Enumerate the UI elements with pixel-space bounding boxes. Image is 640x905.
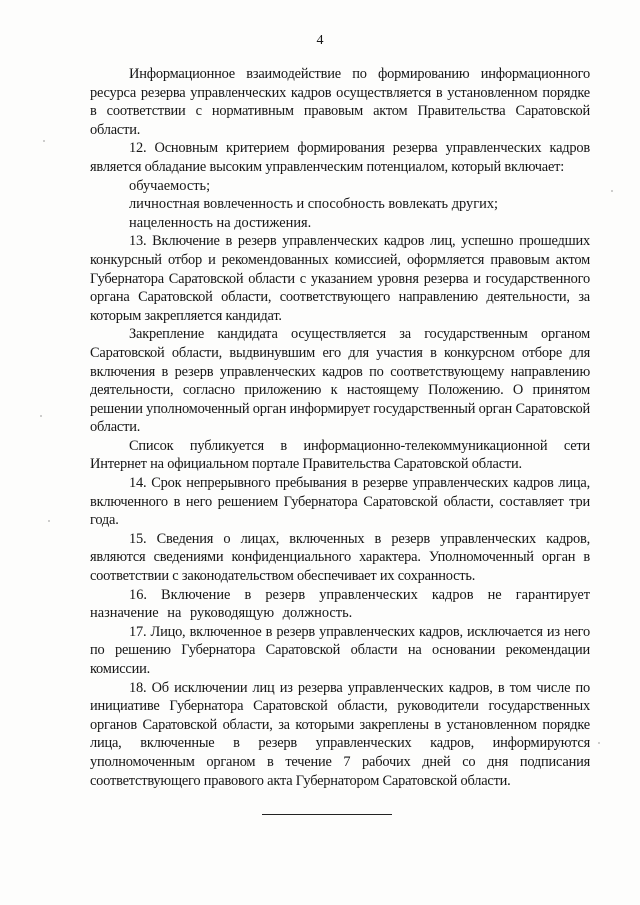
end-separator-line bbox=[262, 814, 392, 815]
scan-speck bbox=[48, 520, 50, 522]
paragraph-15-confidentiality: 15. Сведения о лицах, включенных в резерв управленческих кадров, являются сведениями конфиденциального характера. Уполномоченный орган в соответствии с законодательством обеспечивает их сохранность. bbox=[90, 530, 590, 585]
scan-speck bbox=[40, 415, 42, 417]
paragraph-info-interaction: Информационное взаимодействие по формированию информационного ресурса резерва управленческих кадров осуществляется в установленном порядке в соответствии с нормативным правовым актом Правительства Саратовской области. bbox=[90, 66, 590, 138]
list-item-learnability: обучаемость; bbox=[129, 177, 211, 194]
paragraph-candidate-assignment: Закрепление кандидата осуществляется за государственным органом Саратовской области, выдвинувшим его для участия в конкурсном отборе для включения в резерв управленческих кадров по соответствующему направлению деятельности, согласно приложению к настоящему Положению. О принятом решении уполномоченный орган информирует государственный орган Саратовской области. bbox=[90, 326, 590, 436]
paragraph-17-exclusion: 17. Лицо, включенное в резерв управленческих кадров, исключается из него по решению Губернатора Саратовской области на основании рекомендации комиссии. bbox=[90, 623, 590, 677]
list-item-personal-involvement: личностная вовлеченность и способность вовлекать других; bbox=[129, 196, 499, 213]
paragraph-list-publication: Список публикуется в информационно-телекоммуникационной сети Интернет на официальном портале Правительства Саратовской области. bbox=[90, 437, 590, 473]
paragraph-16-no-guarantee: 16. Включение в резерв управленческих кадров не гарантирует назначение на руководящую должность. bbox=[90, 586, 590, 622]
paragraph-12-criteria: 12. Основным критерием формирования резерва управленческих кадров является обладание высоким управленческим потенциалом, который включает: bbox=[90, 140, 590, 175]
scan-speck bbox=[43, 140, 45, 142]
paragraph-13-inclusion: 13. Включение в резерв управленческих кадров лиц, успешно прошедших конкурсный отбор и рекомендованных комиссией, оформляется правовым актом Губернатора Саратовской области с указанием уровня резерва и государственного органа Саратовской области, соответствующего направлению деятельности, за которым закрепляется кандидат. bbox=[90, 233, 590, 324]
page-number: 4 bbox=[316, 33, 324, 48]
scan-speck bbox=[611, 190, 613, 192]
list-item-achievement-focus: нацеленность на достижения. bbox=[129, 214, 312, 231]
document-body bbox=[90, 65, 590, 790]
scan-speck bbox=[598, 742, 600, 744]
paragraph-18-notification: 18. Об исключении лиц из резерва управленческих кадров, в том числе по инициативе Губернатора Саратовской области, руководители государственных органов Саратовской области, за которыми закреплены в установленном порядке лица, включенные в резерв управленческих кадров, информируются уполномоченным органом в течение 7 рабочих дней со дня подписания соответствующего правового акта Губернатором Саратовской области. bbox=[90, 679, 590, 789]
paragraph-14-term: 14. Срок непрерывного пребывания в резерве управленческих кадров лица, включенного в него решением Губернатора Саратовской области, составляет три года. bbox=[90, 475, 590, 529]
